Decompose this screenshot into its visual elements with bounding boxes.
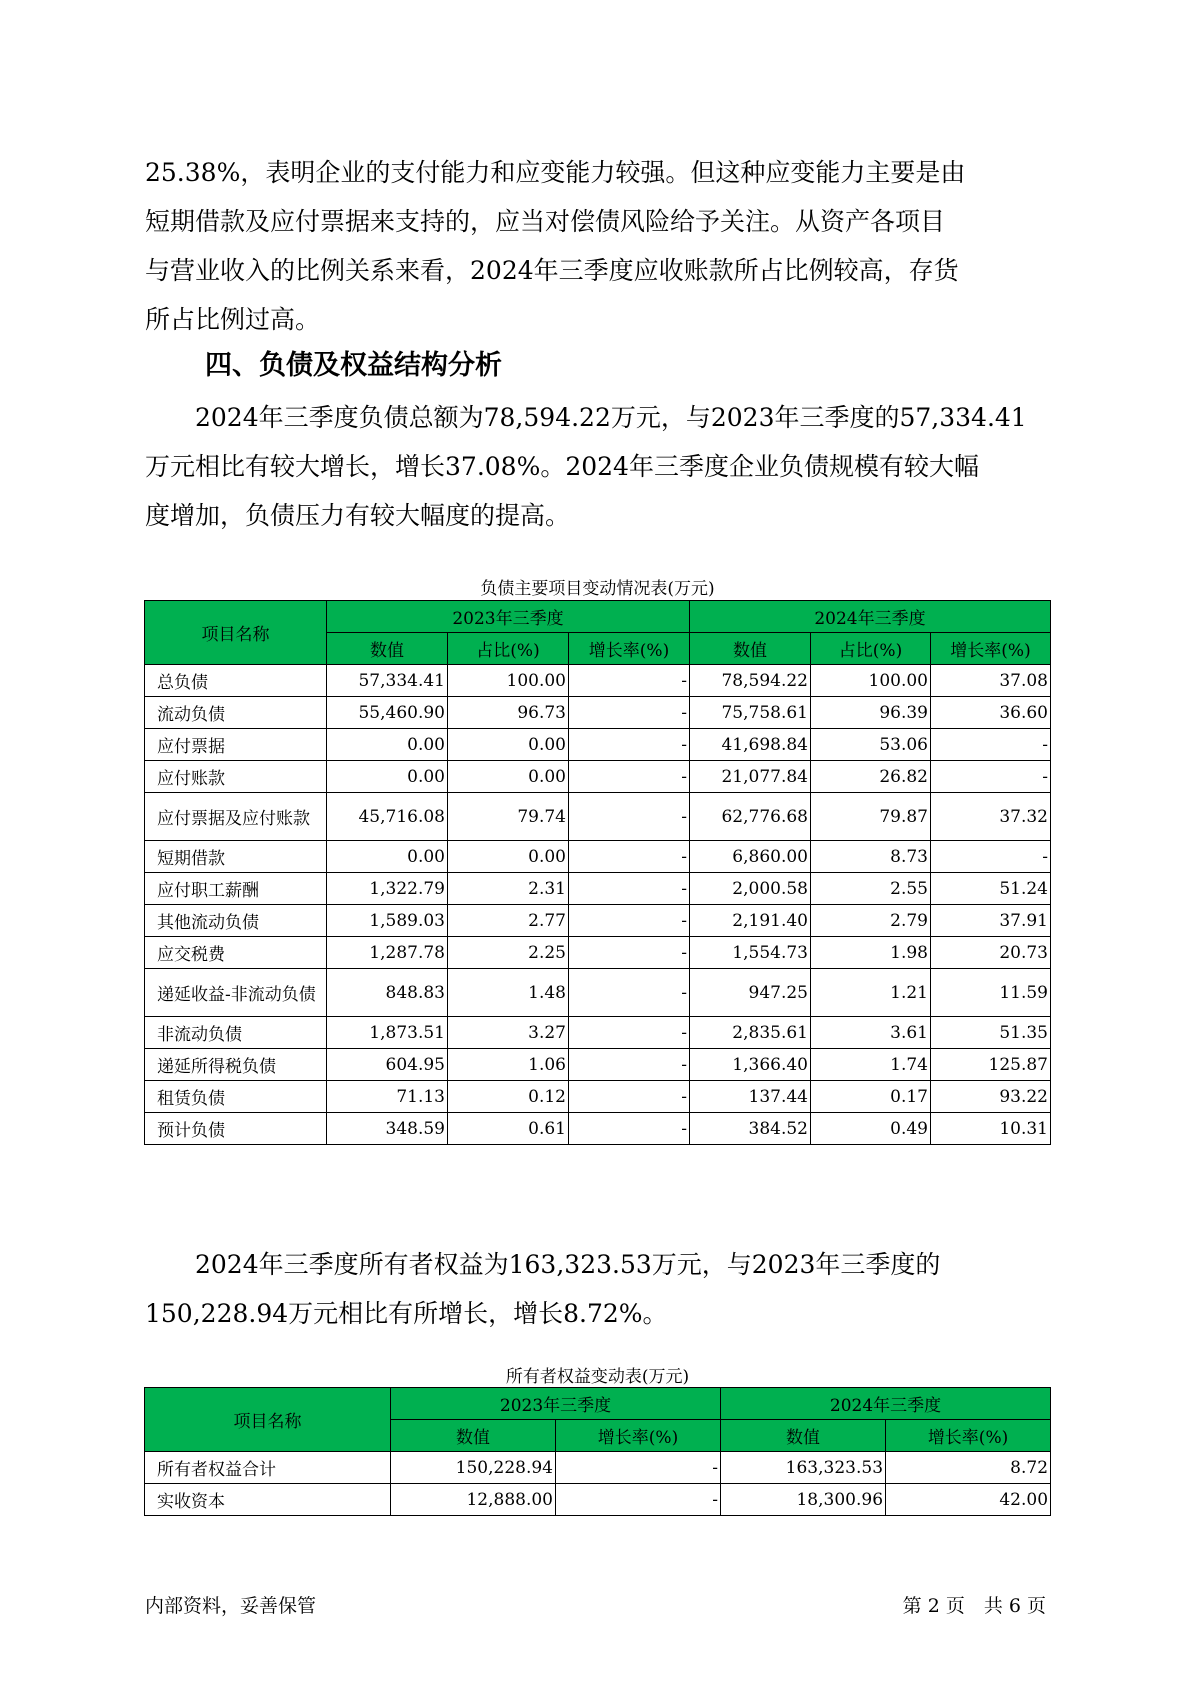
table-cell: -: [569, 873, 690, 905]
table-cell: 2,835.61: [690, 1017, 811, 1049]
text-line: 2024年三季度所有者权益为163,323.53万元，与2023年三季度的: [145, 1250, 941, 1279]
table-row: [145, 873, 1051, 905]
equity-table: [144, 1387, 1051, 1516]
table-cell: 41,698.84: [690, 729, 811, 761]
table-row: [145, 761, 1051, 793]
table-cell: -: [931, 729, 1051, 761]
header-growth: 增长率(%): [556, 1420, 721, 1452]
table-cell: 36.60: [931, 697, 1051, 729]
table-cell: 1.06: [448, 1049, 569, 1081]
table-cell: -: [569, 1113, 690, 1145]
header-period-2024: 2024年三季度: [721, 1388, 1051, 1420]
table-cell: 96.39: [811, 697, 931, 729]
table-cell: 71.13: [327, 1081, 448, 1113]
header-value: 数值: [327, 633, 448, 665]
table-cell: 1,589.03: [327, 905, 448, 937]
table-row: [145, 1484, 1051, 1516]
table-cell: -: [569, 937, 690, 969]
table-row: [145, 1049, 1051, 1081]
header-value: 数值: [391, 1420, 556, 1452]
liability-table: [144, 600, 1051, 1145]
table-cell: 78,594.22: [690, 665, 811, 697]
header-period-2024: 2024年三季度: [690, 601, 1051, 633]
table-cell: 848.83: [327, 969, 448, 1017]
row-label: 总负债: [145, 665, 327, 697]
table-cell: 2,000.58: [690, 873, 811, 905]
row-label: 递延所得税负债: [145, 1049, 327, 1081]
header-ratio: 占比(%): [448, 633, 569, 665]
table-cell: -: [556, 1484, 721, 1516]
table-cell: 93.22: [931, 1081, 1051, 1113]
table-cell: 0.00: [448, 761, 569, 793]
table-cell: 62,776.68: [690, 793, 811, 841]
table-row: [145, 969, 1051, 1017]
table-cell: 96.73: [448, 697, 569, 729]
table-row: [145, 729, 1051, 761]
header-growth: 增长率(%): [886, 1420, 1051, 1452]
table-cell: 0.17: [811, 1081, 931, 1113]
equity-paragraph: [145, 1240, 1045, 1338]
table-cell: -: [931, 841, 1051, 873]
table-cell: 6,860.00: [690, 841, 811, 873]
table-cell: 57,334.41: [327, 665, 448, 697]
table-cell: 1,366.40: [690, 1049, 811, 1081]
table-cell: 37.08: [931, 665, 1051, 697]
table-cell: 51.24: [931, 873, 1051, 905]
table1-caption: 负债主要项目变动情况表(万元): [480, 579, 715, 599]
header-growth: 增长率(%): [569, 633, 690, 665]
header-period-2023: 2023年三季度: [391, 1388, 721, 1420]
table-cell: 37.91: [931, 905, 1051, 937]
table-cell: 18,300.96: [721, 1484, 886, 1516]
table-cell: 348.59: [327, 1113, 448, 1145]
table-cell: -: [569, 761, 690, 793]
table-cell: 1.21: [811, 969, 931, 1017]
header-item-name: 项目名称: [145, 601, 327, 665]
text-line: 万元相比有较大增长，增长37.08%。2024年三季度企业负债规模有较大幅: [145, 452, 979, 481]
table-cell: -: [569, 729, 690, 761]
table-cell: 947.25: [690, 969, 811, 1017]
liability-paragraph: [145, 393, 1045, 540]
table-cell: 42.00: [886, 1484, 1051, 1516]
table-cell: -: [556, 1452, 721, 1484]
table-cell: 1.98: [811, 937, 931, 969]
table-cell: 125.87: [931, 1049, 1051, 1081]
row-label: 所有者权益合计: [145, 1452, 391, 1484]
table-cell: 163,323.53: [721, 1452, 886, 1484]
header-value: 数值: [690, 633, 811, 665]
table2-caption: 所有者权益变动表(万元): [505, 1367, 690, 1387]
table-row: [145, 1113, 1051, 1145]
table-cell: 0.00: [327, 729, 448, 761]
header-ratio: 占比(%): [811, 633, 931, 665]
table-cell: 0.00: [448, 729, 569, 761]
table-row: [145, 1017, 1051, 1049]
header-period-2023: 2023年三季度: [327, 601, 690, 633]
table-cell: 2,191.40: [690, 905, 811, 937]
table-cell: 0.61: [448, 1113, 569, 1145]
table-row: [145, 937, 1051, 969]
text-line: 与营业收入的比例关系来看，2024年三季度应收账款所占比例较高，存货: [145, 256, 959, 285]
table-cell: 53.06: [811, 729, 931, 761]
row-label: 应交税费: [145, 937, 327, 969]
table-cell: 3.61: [811, 1017, 931, 1049]
table-row: [145, 697, 1051, 729]
table-cell: 37.32: [931, 793, 1051, 841]
table-cell: 20.73: [931, 937, 1051, 969]
table-cell: 0.00: [327, 761, 448, 793]
table-cell: 1.48: [448, 969, 569, 1017]
table-cell: 2.31: [448, 873, 569, 905]
table-cell: 21,077.84: [690, 761, 811, 793]
table-cell: -: [569, 905, 690, 937]
table-cell: 2.79: [811, 905, 931, 937]
table-row: [145, 1081, 1051, 1113]
table-cell: -: [931, 761, 1051, 793]
row-label: 其他流动负债: [145, 905, 327, 937]
table-cell: -: [569, 969, 690, 1017]
row-label: 实收资本: [145, 1484, 391, 1516]
table-cell: -: [569, 1081, 690, 1113]
row-label: 流动负债: [145, 697, 327, 729]
row-label: 应付账款: [145, 761, 327, 793]
table-cell: 2.77: [448, 905, 569, 937]
table-row: [145, 793, 1051, 841]
table-row: [145, 1452, 1051, 1484]
table-cell: -: [569, 665, 690, 697]
table-cell: 100.00: [448, 665, 569, 697]
table-cell: 0.49: [811, 1113, 931, 1145]
table-cell: 11.59: [931, 969, 1051, 1017]
table-cell: -: [569, 1049, 690, 1081]
row-label: 短期借款: [145, 841, 327, 873]
table-cell: 1,322.79: [327, 873, 448, 905]
table-cell: -: [569, 793, 690, 841]
table-cell: 55,460.90: [327, 697, 448, 729]
table-cell: 0.12: [448, 1081, 569, 1113]
table-cell: 79.74: [448, 793, 569, 841]
table-cell: 2.25: [448, 937, 569, 969]
table-cell: 604.95: [327, 1049, 448, 1081]
table-cell: 10.31: [931, 1113, 1051, 1145]
table-cell: 8.72: [886, 1452, 1051, 1484]
section-heading: 四、负债及权益结构分析: [205, 350, 502, 381]
table-cell: -: [569, 697, 690, 729]
table-cell: 26.82: [811, 761, 931, 793]
table-row: [145, 665, 1051, 697]
row-label: 非流动负债: [145, 1017, 327, 1049]
row-label: 租赁负债: [145, 1081, 327, 1113]
text-line: 25.38%，表明企业的支付能力和应变能力较强。但这种应变能力主要是由: [145, 158, 966, 187]
table-cell: 384.52: [690, 1113, 811, 1145]
table-row: [145, 841, 1051, 873]
page-number: 第 2 页 共 6 页: [902, 1595, 1046, 1617]
table-cell: 1,873.51: [327, 1017, 448, 1049]
table-cell: 51.35: [931, 1017, 1051, 1049]
footer-note: 内部资料，妥善保管: [145, 1595, 317, 1617]
table-cell: 75,758.61: [690, 697, 811, 729]
table-cell: 0.00: [327, 841, 448, 873]
table-cell: 1,554.73: [690, 937, 811, 969]
text-line: 短期借款及应付票据来支持的，应当对偿债风险给予关注。从资产各项目: [145, 207, 946, 236]
intro-paragraph: [145, 148, 1045, 344]
table-cell: 2.55: [811, 873, 931, 905]
table-cell: -: [569, 1017, 690, 1049]
table-cell: -: [569, 841, 690, 873]
table-cell: 100.00: [811, 665, 931, 697]
text-line: 所占比例过高。: [145, 305, 321, 334]
row-label: 应付票据: [145, 729, 327, 761]
table-cell: 1.74: [811, 1049, 931, 1081]
table-cell: 150,228.94: [391, 1452, 556, 1484]
table-cell: 1,287.78: [327, 937, 448, 969]
table-cell: 12,888.00: [391, 1484, 556, 1516]
row-label: 预计负债: [145, 1113, 327, 1145]
table-cell: 8.73: [811, 841, 931, 873]
table-row: [145, 905, 1051, 937]
table-cell: 0.00: [448, 841, 569, 873]
row-label: 应付职工薪酬: [145, 873, 327, 905]
header-value: 数值: [721, 1420, 886, 1452]
text-line: 2024年三季度负债总额为78,594.22万元，与2023年三季度的57,334.41: [145, 403, 1027, 432]
row-label: 应付票据及应付账款: [145, 793, 327, 841]
table-cell: 3.27: [448, 1017, 569, 1049]
row-label: 递延收益-非流动负债: [145, 969, 327, 1017]
table-cell: 45,716.08: [327, 793, 448, 841]
header-growth: 增长率(%): [931, 633, 1051, 665]
text-line: 150,228.94万元相比有所增长，增长8.72%。: [145, 1299, 668, 1328]
table-cell: 137.44: [690, 1081, 811, 1113]
text-line: 度增加，负债压力有较大幅度的提高。: [145, 501, 571, 530]
header-item-name: 项目名称: [145, 1388, 391, 1452]
table-cell: 79.87: [811, 793, 931, 841]
